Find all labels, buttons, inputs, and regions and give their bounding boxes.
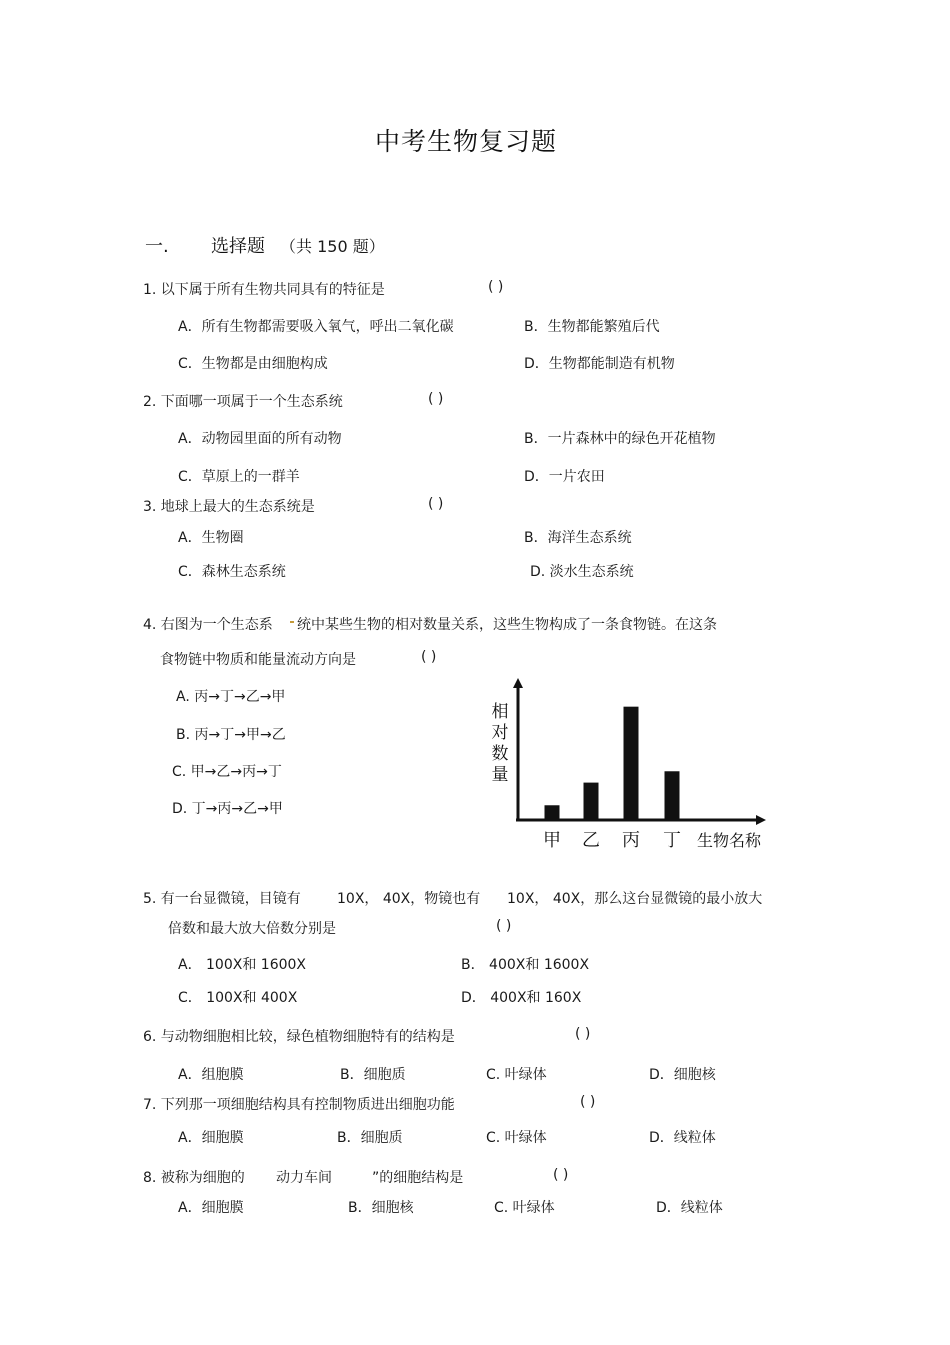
question-1-option-b[interactable]: B．生物都能繁殖后代	[524, 319, 660, 335]
relative-quantity-bar-chart	[480, 672, 780, 857]
question-2-option-d[interactable]: D．一片农田	[524, 469, 605, 485]
question-7-option-d[interactable]: D．线粒体	[649, 1130, 716, 1146]
question-3-option-c[interactable]: C．森林生态系统	[178, 564, 286, 580]
chart-bar-4	[665, 771, 680, 820]
chart-x-label: 生物名称	[697, 831, 762, 850]
question-2-stem: 2. 下面哪一项属于一个生态系统	[143, 394, 343, 410]
question-6-option-a[interactable]: A．组胞膜	[178, 1067, 244, 1083]
question-1-option-d[interactable]: D．生物都能制造有机物	[524, 356, 675, 372]
section-count: （共 150 题）	[280, 237, 385, 256]
section-heading: 选择题	[211, 236, 265, 257]
question-5-stem-line2: 倍数和最大放大倍数分别是	[168, 921, 336, 937]
question-7-option-c[interactable]: C. 叶绿体	[486, 1130, 547, 1146]
question-6-option-d[interactable]: D．细胞核	[649, 1067, 716, 1083]
question-8-stem-part2: 动力车间	[276, 1170, 332, 1186]
question-6-option-b[interactable]: B．细胞质	[340, 1067, 406, 1083]
question-4-option-a[interactable]: A. 丙→丁→乙→甲	[176, 689, 286, 705]
question-7-option-a[interactable]: A．细胞膜	[178, 1130, 244, 1146]
question-6-option-c[interactable]: C. 叶绿体	[486, 1067, 547, 1083]
chart-bar-3	[624, 707, 639, 820]
page-title: 中考生物复习题	[375, 127, 558, 156]
question-1-stem: 1. 以下属于所有生物共同具有的特征是	[143, 282, 385, 298]
chart-y-label-char-3: 数	[491, 744, 509, 764]
chart-bars	[545, 707, 680, 820]
question-4-option-d[interactable]: D. 丁→丙→乙→甲	[172, 801, 283, 817]
chart-y-label-char-4: 量	[491, 765, 509, 785]
question-5-option-d[interactable]: D． 400X和 160X	[461, 990, 582, 1006]
chart-category-label-1: 甲	[543, 830, 561, 851]
chart-category-label-3: 丙	[622, 830, 640, 851]
question-8-stem-part3: ”的细胞结构是	[372, 1170, 464, 1186]
chart-category-labels	[543, 830, 681, 851]
question-5-option-b[interactable]: B． 400X和 1600X	[461, 957, 590, 973]
question-5-stem-part3: 10X， 40X，那么这台显微镜的最小放大	[507, 891, 763, 907]
question-3-option-b[interactable]: B．海洋生态系统	[524, 530, 632, 546]
question-2-answer-blank[interactable]: ( )	[428, 391, 444, 407]
chart-y-label	[492, 702, 509, 785]
question-5-stem-part1: 5. 有一台显微镜，目镜有	[143, 891, 301, 907]
question-4-stem-b: 统中某些生物的相对数量关系，这些生物构成了一条食物链。在这条	[297, 617, 717, 633]
question-6-answer-blank[interactable]: ( )	[575, 1026, 591, 1042]
question-8-option-d[interactable]: D．线粒体	[656, 1200, 723, 1216]
chart-y-label-char-1: 相	[491, 702, 509, 722]
chart-category-label-2: 乙	[582, 830, 600, 851]
question-7-stem: 7. 下列那一项细胞结构具有控制物质进出细胞功能	[143, 1097, 455, 1113]
question-8-option-c[interactable]: C. 叶绿体	[494, 1200, 555, 1216]
question-1-answer-blank[interactable]: ( )	[488, 279, 504, 295]
question-4-option-b[interactable]: B. 丙→丁→甲→乙	[176, 727, 286, 743]
question-6-stem: 6. 与动物细胞相比较，绿色植物细胞特有的结构是	[143, 1029, 455, 1045]
chart-bar-1	[545, 805, 560, 820]
question-7-answer-blank[interactable]: ( )	[580, 1094, 596, 1110]
question-4-option-c[interactable]: C. 甲→乙→丙→丁	[172, 764, 282, 780]
question-5-option-a[interactable]: A． 100X和 1600X	[178, 957, 307, 973]
question-2-option-b[interactable]: B．一片森林中的绿色开花植物	[524, 431, 716, 447]
question-3-stem: 3. 地球上最大的生态系统是	[143, 499, 315, 515]
question-5-answer-blank[interactable]: ( )	[496, 918, 512, 934]
question-2-option-a[interactable]: A．动物园里面的所有动物	[178, 431, 342, 447]
question-5-option-c[interactable]: C． 100X和 400X	[178, 990, 298, 1006]
question-3-option-d[interactable]: D. 淡水生态系统	[530, 564, 634, 580]
question-3-option-a[interactable]: A．生物圈	[178, 530, 244, 546]
question-3-answer-blank[interactable]: ( )	[428, 496, 444, 512]
question-4-stem-a: 4. 右图为一个生态系	[143, 617, 273, 633]
scan-artifact-mark	[290, 621, 294, 623]
question-8-option-b[interactable]: B．细胞核	[348, 1200, 414, 1216]
chart-bar-2	[584, 783, 599, 820]
question-8-stem-part1: 8. 被称为细胞的	[143, 1170, 245, 1186]
chart-category-label-4: 丁	[663, 830, 681, 851]
question-4-answer-blank[interactable]: ( )	[421, 649, 437, 665]
question-8-option-a[interactable]: A．细胞膜	[178, 1200, 244, 1216]
chart-y-label-char-2: 对	[491, 723, 509, 743]
question-1-option-c[interactable]: C．生物都是由细胞构成	[178, 356, 328, 372]
question-1-option-a[interactable]: A．所有生物都需要吸入氧气，呼出二氧化碳	[178, 319, 454, 335]
section-number: 一.	[145, 236, 169, 257]
question-8-answer-blank[interactable]: ( )	[553, 1167, 569, 1183]
question-2-option-c[interactable]: C．草原上的一群羊	[178, 469, 300, 485]
question-7-option-b[interactable]: B．细胞质	[337, 1130, 403, 1146]
question-4-stem-line2: 食物链中物质和能量流动方向是	[160, 652, 356, 668]
question-5-stem-part2: 10X， 40X，物镜也有	[337, 891, 481, 907]
